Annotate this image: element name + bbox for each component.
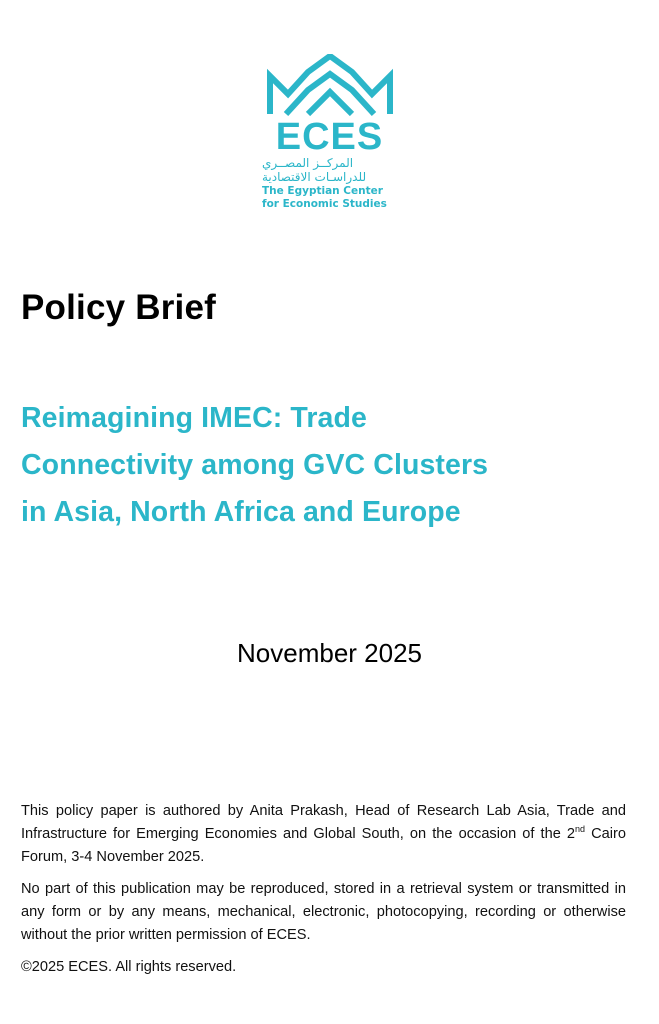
title-line: in Asia, North Africa and Europe: [21, 496, 461, 528]
document-type: Policy Brief: [21, 288, 216, 327]
eces-logo: [0, 54, 659, 210]
authorship-text: This policy paper is authored by Anita Prakash, Head of Research Lab Asia, Trade and Infrastructure for Emerging Economies and Global South, on the occasion of the 2: [21, 803, 626, 842]
notes-section: [21, 800, 626, 988]
rights-notice: No part of this publication may be reproduced, stored in a retrieval system or transmitted in any form or by any means, mechanical, electronic, photocopying, recording or otherwise without the prior written permission of ECES.: [21, 881, 626, 943]
copyright-line: ©2025 ECES. All rights reserved.: [21, 959, 237, 975]
logo-arabic-line-1: المركــز المصــري: [262, 156, 354, 170]
publication-date: November 2025: [237, 638, 422, 668]
title-line: Reimagining IMEC: Trade: [21, 402, 367, 434]
authorship-note: [21, 800, 626, 869]
eces-crown-icon: [262, 54, 398, 118]
logo-arabic-line-2: للدراسـات الاقتصادية: [262, 170, 367, 184]
logo-english-line-1: The Egyptian Center: [262, 185, 383, 197]
document-title: [21, 395, 631, 536]
logo-acronym: ECES: [275, 116, 384, 158]
authorship-text-end: Cairo Forum, 3-4 November 2025.: [21, 826, 626, 865]
ordinal-suffix: nd: [575, 824, 586, 835]
logo-english-line-2: for Economic Studies: [262, 197, 387, 210]
title-line: Connectivity among GVC Clusters: [21, 449, 489, 481]
